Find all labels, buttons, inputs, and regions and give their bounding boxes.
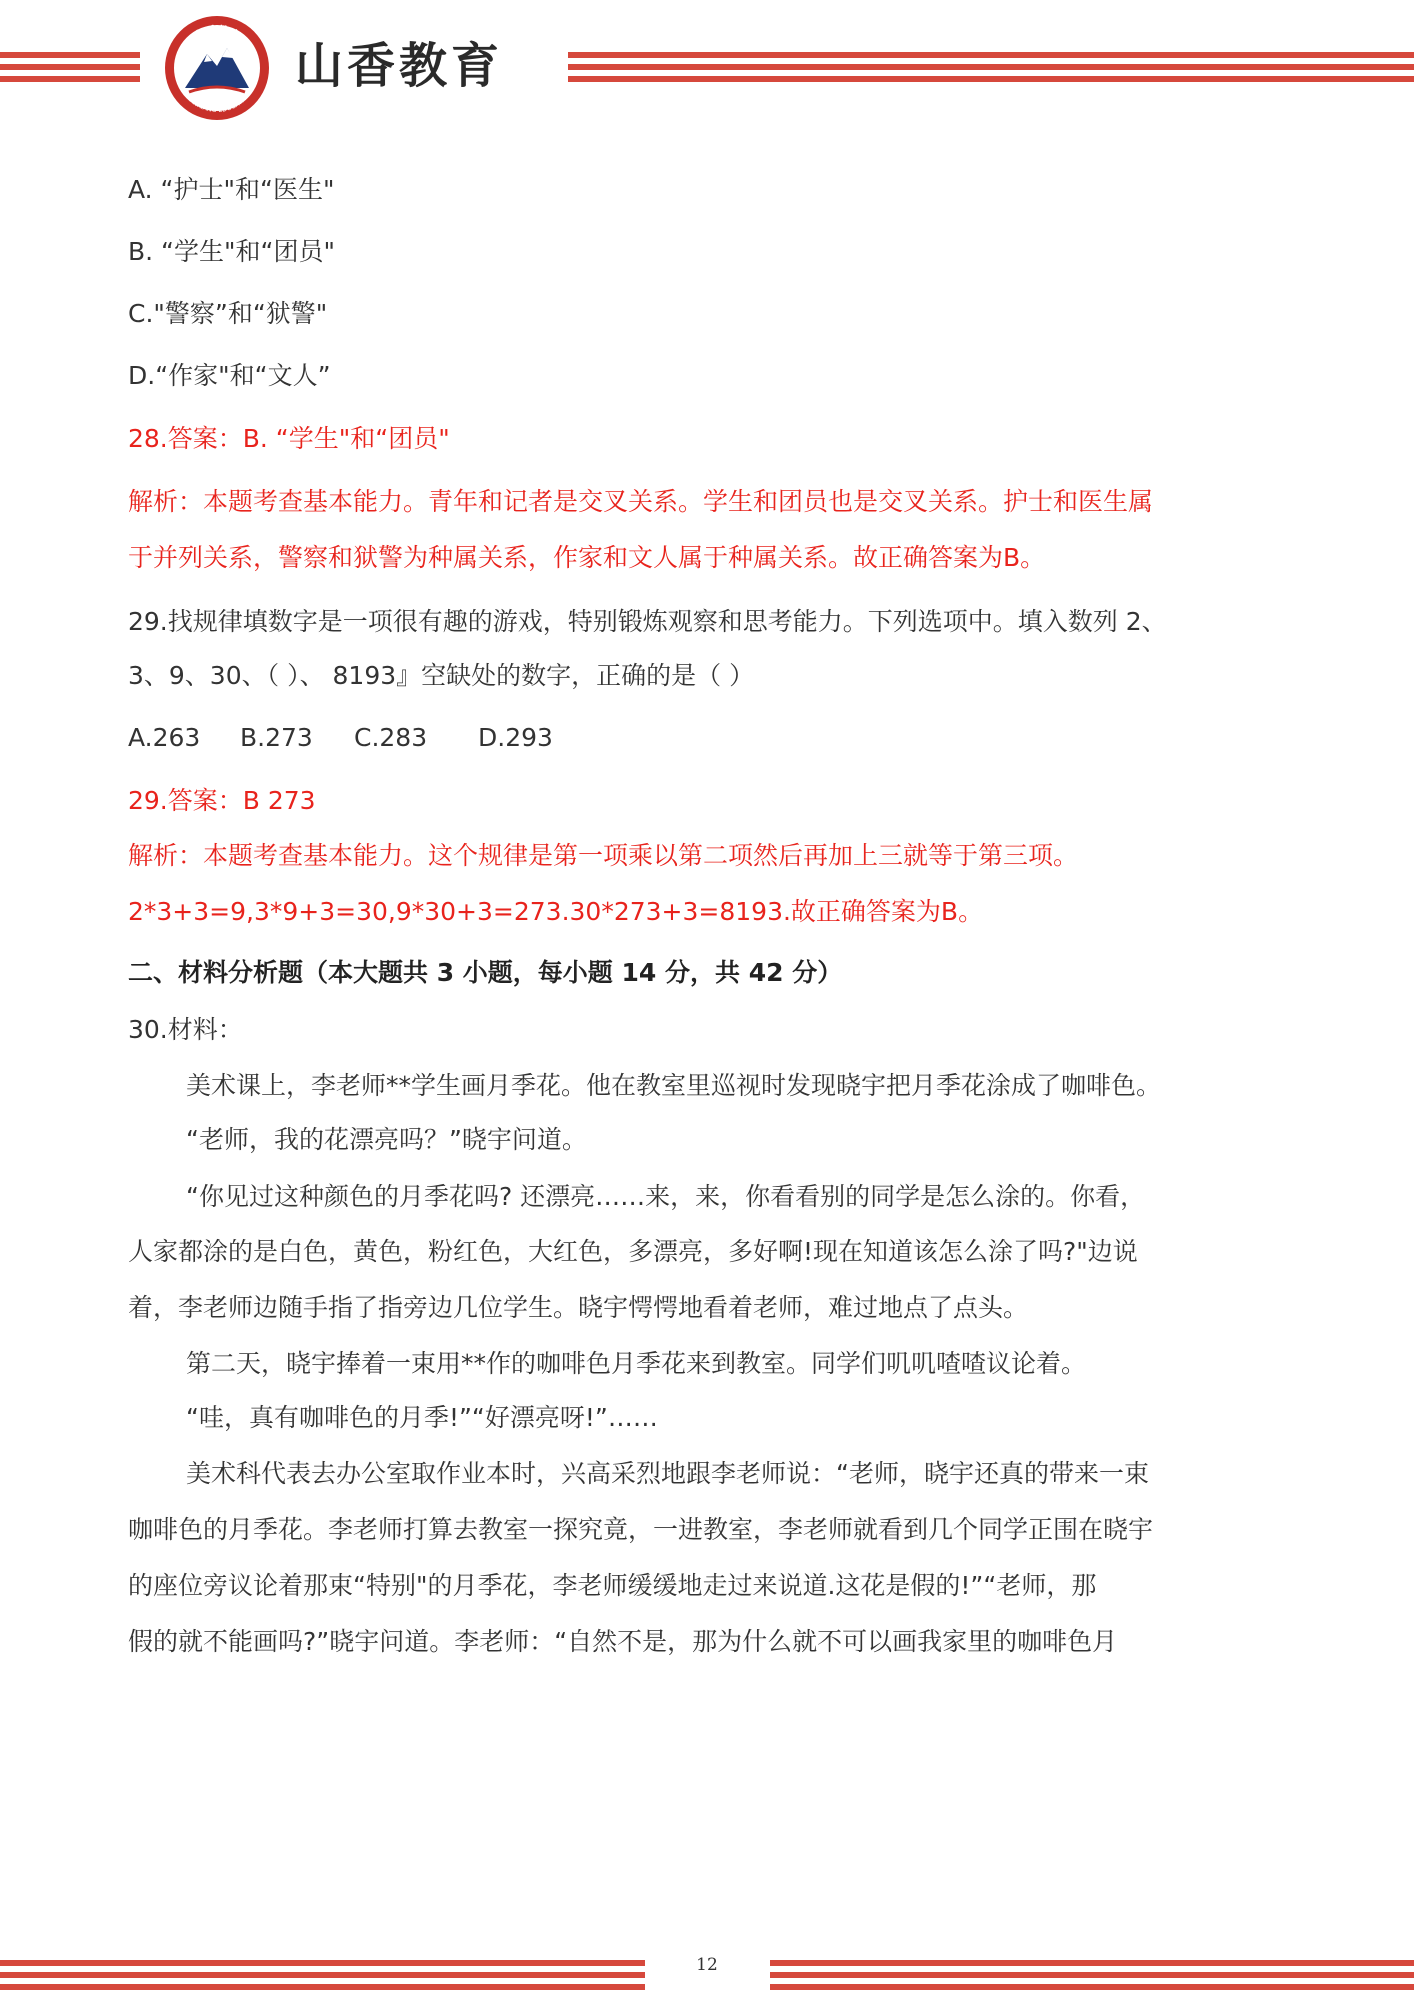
- mountain-logo-icon: [163, 14, 271, 122]
- q29-option-d: D.293: [478, 723, 553, 752]
- q28-option-c: C."警察”和“狱警": [128, 299, 328, 328]
- q29-options: [128, 720, 553, 756]
- q30-line-5: 着，李老师边随手指了指旁边几位学生。晓宇愕愕地看着老师，难过地点了点头。: [128, 1293, 1029, 1322]
- footer-stripes-right: [770, 1960, 1414, 1996]
- q29-analysis-line-1: 解析：本题考查基本能力。这个规律是第一项乘以第二项然后再加上三就等于第三项。: [128, 841, 1079, 870]
- q29-question-line-2: 3、9、30、（ ）、 8193』空缺处的数字，正确的是（ ）: [128, 661, 755, 690]
- q28-option-d: D.“作家"和“文人”: [128, 361, 331, 390]
- header-stripes-left: [0, 52, 140, 88]
- q29-option-b: B.273: [240, 723, 313, 752]
- q30-line-9: 咖啡色的月季花。李老师打算去教室一探究竟，一进教室，李老师就看到几个同学正围在晓宇: [128, 1515, 1154, 1544]
- q29-analysis-line-2: 2*3+3=9,3*9+3=30,9*30+3=273.30*273+3=8193.故正确答案为B。: [128, 897, 984, 926]
- q28-answer: 28.答案：B. “学生"和“团员": [128, 424, 450, 453]
- q30-line-6: 第二天，晓宇捧着一束用**作的咖啡色月季花来到教室。同学们叽叽喳喳议论着。: [186, 1349, 1087, 1378]
- footer-stripes-left: [0, 1960, 645, 1996]
- section-heading: 二、材料分析题（本大题共 3 小题，每小题 14 分，共 42 分）: [128, 958, 843, 987]
- q29-question-line-1: 29.找规律填数字是一项很有趣的游戏，特别锻炼观察和思考能力。下列选项中。填入数列 2、: [128, 607, 1167, 636]
- q30-line-8: 美术科代表去办公室取作业本时，兴高采烈地跟李老师说：“老师，晓宇还真的带来一束: [186, 1459, 1149, 1488]
- page-number: 12: [696, 1955, 718, 1975]
- logo-text-bottom: SHANXIANG EDUCATION: [181, 90, 253, 115]
- brand-title: 山香教育: [295, 38, 504, 94]
- header-stripes-right: [568, 52, 1414, 88]
- q28-option-a: A. “护士"和“医生": [128, 175, 335, 204]
- q30-line-3: “你见过这种颜色的月季花吗? 还漂亮……来，来，你看看别的同学是怎么涂的。你看，: [186, 1182, 1146, 1211]
- q30-label: 30.材料：: [128, 1015, 243, 1044]
- logo-text-top: 山香教育: [191, 23, 243, 44]
- q30-line-4: 人家都涂的是白色，黄色，粉红色，大红色，多漂亮，多好啊!现在知道该怎么涂了吗?"边说: [128, 1237, 1138, 1266]
- q28-option-b: B. “学生"和“团员": [128, 237, 335, 266]
- q30-line-1: 美术课上，李老师**学生画月季花。他在教室里巡视时发现晓宇把月季花涂成了咖啡色。: [186, 1071, 1162, 1100]
- q29-option-c: C.283: [354, 723, 428, 752]
- q30-line-10: 的座位旁议论着那束“特别"的月季花，李老师缓缓地走过来说道.这花是假的!”“老师，那: [128, 1571, 1097, 1600]
- q30-line-2: “老师，我的花漂亮吗？”晓宇问道。: [186, 1125, 587, 1154]
- q29-option-a: A.263: [128, 723, 201, 752]
- q29-answer: 29.答案：B 273: [128, 786, 316, 815]
- q30-line-11: 假的就不能画吗?”晓宇问道。李老师：“自然不是，那为什么就不可以画我家里的咖啡色月: [128, 1627, 1118, 1656]
- q28-analysis-line-1: 解析：本题考查基本能力。青年和记者是交叉关系。学生和团员也是交叉关系。护士和医生属: [128, 487, 1154, 516]
- q30-line-7: “哇，真有咖啡色的月季!”“好漂亮呀!”……: [186, 1403, 658, 1432]
- q28-analysis-line-2: 于并列关系，警察和狱警为种属关系，作家和文人属于种属关系。故正确答案为B。: [128, 543, 1046, 572]
